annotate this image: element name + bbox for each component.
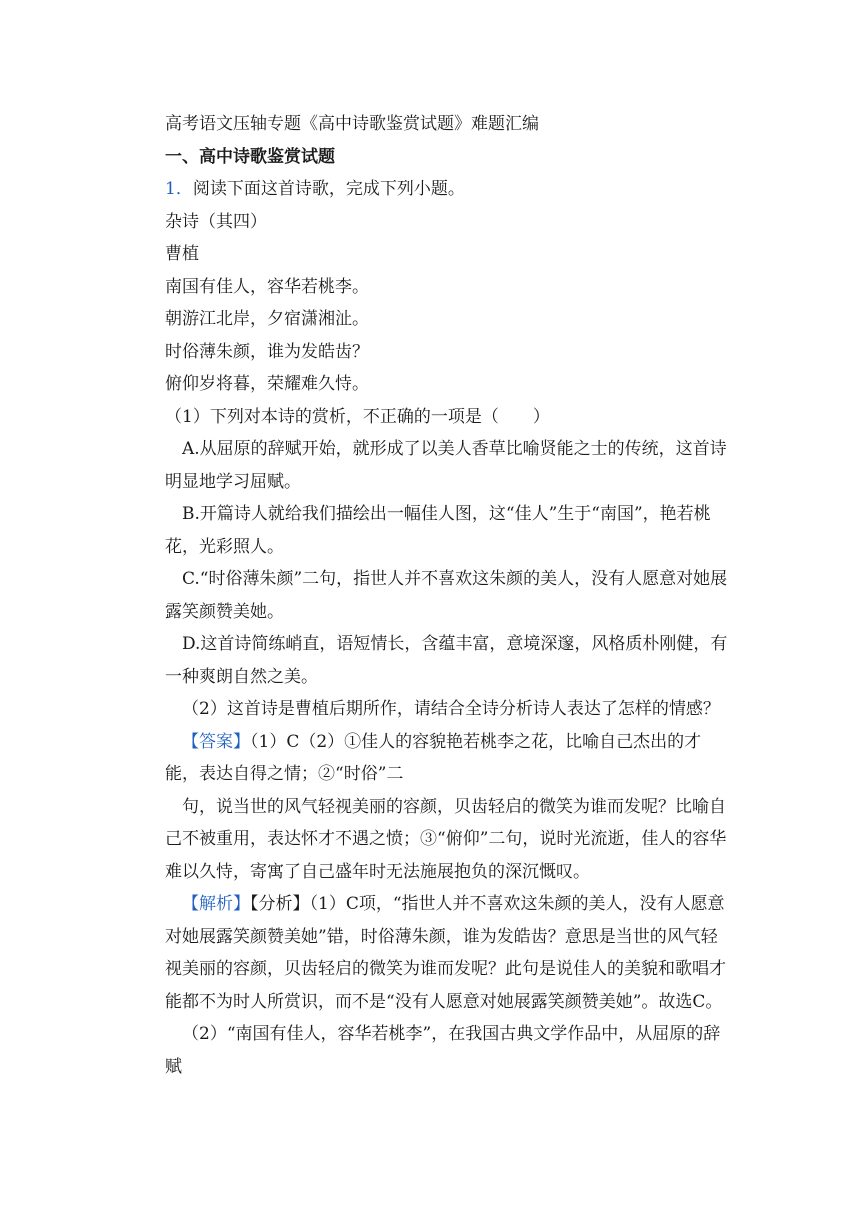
poem-line: 南国有佳人，容华若桃李。 bbox=[165, 276, 369, 297]
question-number: 1． bbox=[165, 179, 193, 199]
analysis-continuation: （2）“南国有佳人，容华若桃李”，在我国古典文学作品中，从屈原的辞赋 bbox=[165, 1024, 721, 1077]
sub-question-1: （1）下列对本诗的赏析，不正确的一项是（ ） bbox=[165, 406, 550, 427]
poem-author: 曹植 bbox=[165, 244, 199, 264]
answer-continuation: 句，说当世的风气轻视美丽的容颜，贝齿轻启的微笑为谁而发呢？比喻自己不被重用，表达怀才不遇之愤；③“俯仰”二句，说时光流逝，佳人的容华难以久恃，寄寓了自己盛年时无法施展抱负的深沉慨叹。 bbox=[165, 796, 727, 882]
question-1 bbox=[165, 173, 733, 206]
answer-text: （1）C（2）①佳人的容貌艳若桃李之花，比喻自己杰出的才能，表达自得之情；②“时俗”二 bbox=[165, 731, 702, 784]
option-d: D.这首诗简练峭直，语短情长，含蕴丰富，意境深邃，风格质朴刚健，有一种爽朗自然之美。 bbox=[165, 634, 728, 687]
poem-line: 俯仰岁将暮，荣耀难久恃。 bbox=[165, 374, 369, 394]
document-content bbox=[165, 108, 733, 1083]
poem-title: 杂诗（其四） bbox=[165, 211, 267, 232]
analysis-text: （1）C项，“指世人并不喜欢这朱颜的美人，没有人愿意对她展露笑颜赞美她”错，时俗薄朱颜，谁为发皓齿？意思是当世的风气轻视美丽的容颜，贝齿轻启的微笑为谁而发呢？此句是说佳人的美貌和歌唱才能都不为时人所赏识，而不是“没有人愿意对她展露笑颜赞美她”。故选C。 bbox=[165, 894, 726, 1012]
sub-question-2: （2）这首诗是曹植后期所作，请结合全诗分析诗人表达了怎样的情感？ bbox=[182, 699, 720, 719]
section-heading: 一、高中诗歌鉴赏试题 bbox=[165, 146, 335, 167]
analysis-label: 【解析】 bbox=[182, 894, 250, 914]
poem-line: 朝游江北岸，夕宿潇湘沚。 bbox=[165, 309, 369, 329]
poem-line: 时俗薄朱颜，谁为发皓齿？ bbox=[165, 341, 369, 362]
document-title: 高考语文压轴专题《高中诗歌鉴赏试题》难题汇编 bbox=[165, 114, 539, 134]
analysis-fenxi-label: 【分析】 bbox=[250, 894, 310, 914]
question-prompt: 阅读下面这首诗歌，完成下列小题。 bbox=[192, 179, 465, 199]
option-c: C.“时俗薄朱颜”二句，指世人并不喜欢这朱颜的美人，没有人愿意对她展露笑颜赞美她。 bbox=[165, 569, 728, 622]
option-b: B.开篇诗人就给我们描绘出一幅佳人图，这“佳人”生于“南国”，艳若桃花，光彩照人。 bbox=[165, 504, 711, 557]
answer-label: 【答案】 bbox=[182, 731, 250, 752]
option-a: A.从屈原的辞赋开始，就形成了以美人香草比喻贤能之士的传统，这首诗明显地学习屈赋。 bbox=[165, 439, 727, 492]
answer-block bbox=[165, 726, 733, 791]
analysis-block bbox=[165, 888, 733, 1018]
